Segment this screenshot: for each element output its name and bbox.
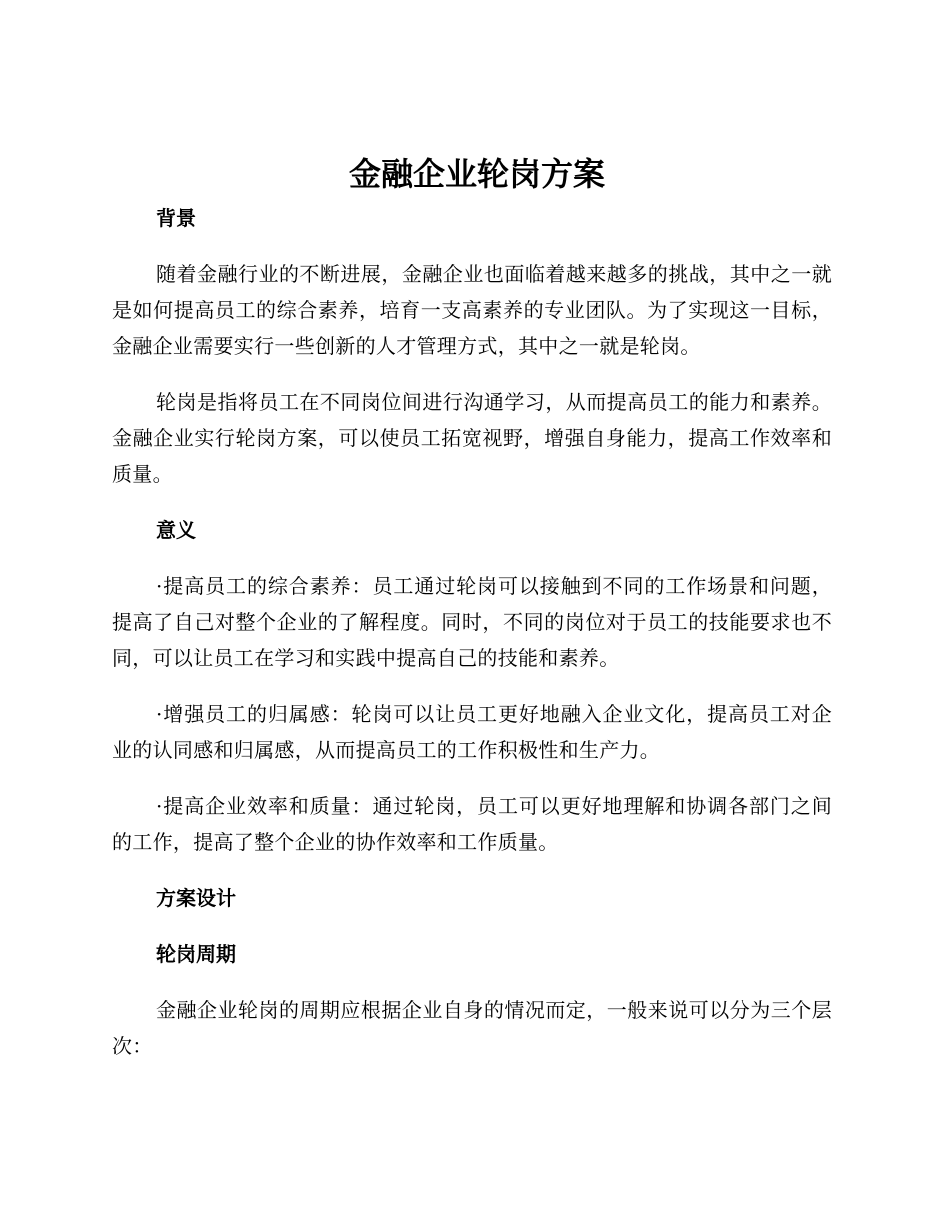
- bullet-symbol: ·: [156, 702, 163, 726]
- design-paragraph-1: 金融企业轮岗的周期应根据企业自身的情况而定，一般来说可以分为三个层次：: [112, 998, 832, 1058]
- document-content: [112, 150, 832, 1084]
- background-paragraph-2: 轮岗是指将员工在不同岗位间进行沟通学习，从而提高员工的能力和素养。金融企业实行轮岗方案，可以使员工拓宽视野，增强自身能力，提高工作效率和质量。: [112, 390, 832, 486]
- bullet-symbol: ·: [156, 574, 163, 598]
- section-heading-significance: 意义: [156, 518, 196, 542]
- significance-bullet-3: [112, 788, 832, 860]
- subsection-heading-rotation-cycle: 轮岗周期: [156, 942, 236, 966]
- significance-bullet-2: [112, 696, 832, 768]
- background-paragraph-1: 随着金融行业的不断进展，金融企业也面临着越来越多的挑战，其中之一就是如何提高员工的综合素养，培育一支高素养的专业团队。为了实现这一目标，金融企业需要实行一些创新的人才管理方式，其中之一就是轮岗。: [112, 262, 832, 358]
- significance-bullet-1: [112, 568, 832, 676]
- section-heading-design: 方案设计: [156, 886, 236, 910]
- bullet-text: 提高员工的综合素养：员工通过轮岗可以接触到不同的工作场景和问题，提高了自己对整个企业的了解程度。同时，不同的岗位对于员工的技能要求也不同，可以让员工在学习和实践中提高自己的技能和素养。: [112, 574, 832, 670]
- section-heading-background: 背景: [156, 206, 196, 230]
- document-title: 金融企业轮岗方案: [348, 155, 605, 193]
- bullet-text: 增强员工的归属感：轮岗可以让员工更好地融入企业文化，提高员工对企业的认同感和归属感，从而提高员工的工作积极性和生产力。: [112, 702, 832, 762]
- bullet-text: 提高企业效率和质量：通过轮岗，员工可以更好地理解和协调各部门之间的工作，提高了整个企业的协作效率和工作质量。: [112, 794, 832, 854]
- bullet-symbol: ·: [156, 794, 163, 818]
